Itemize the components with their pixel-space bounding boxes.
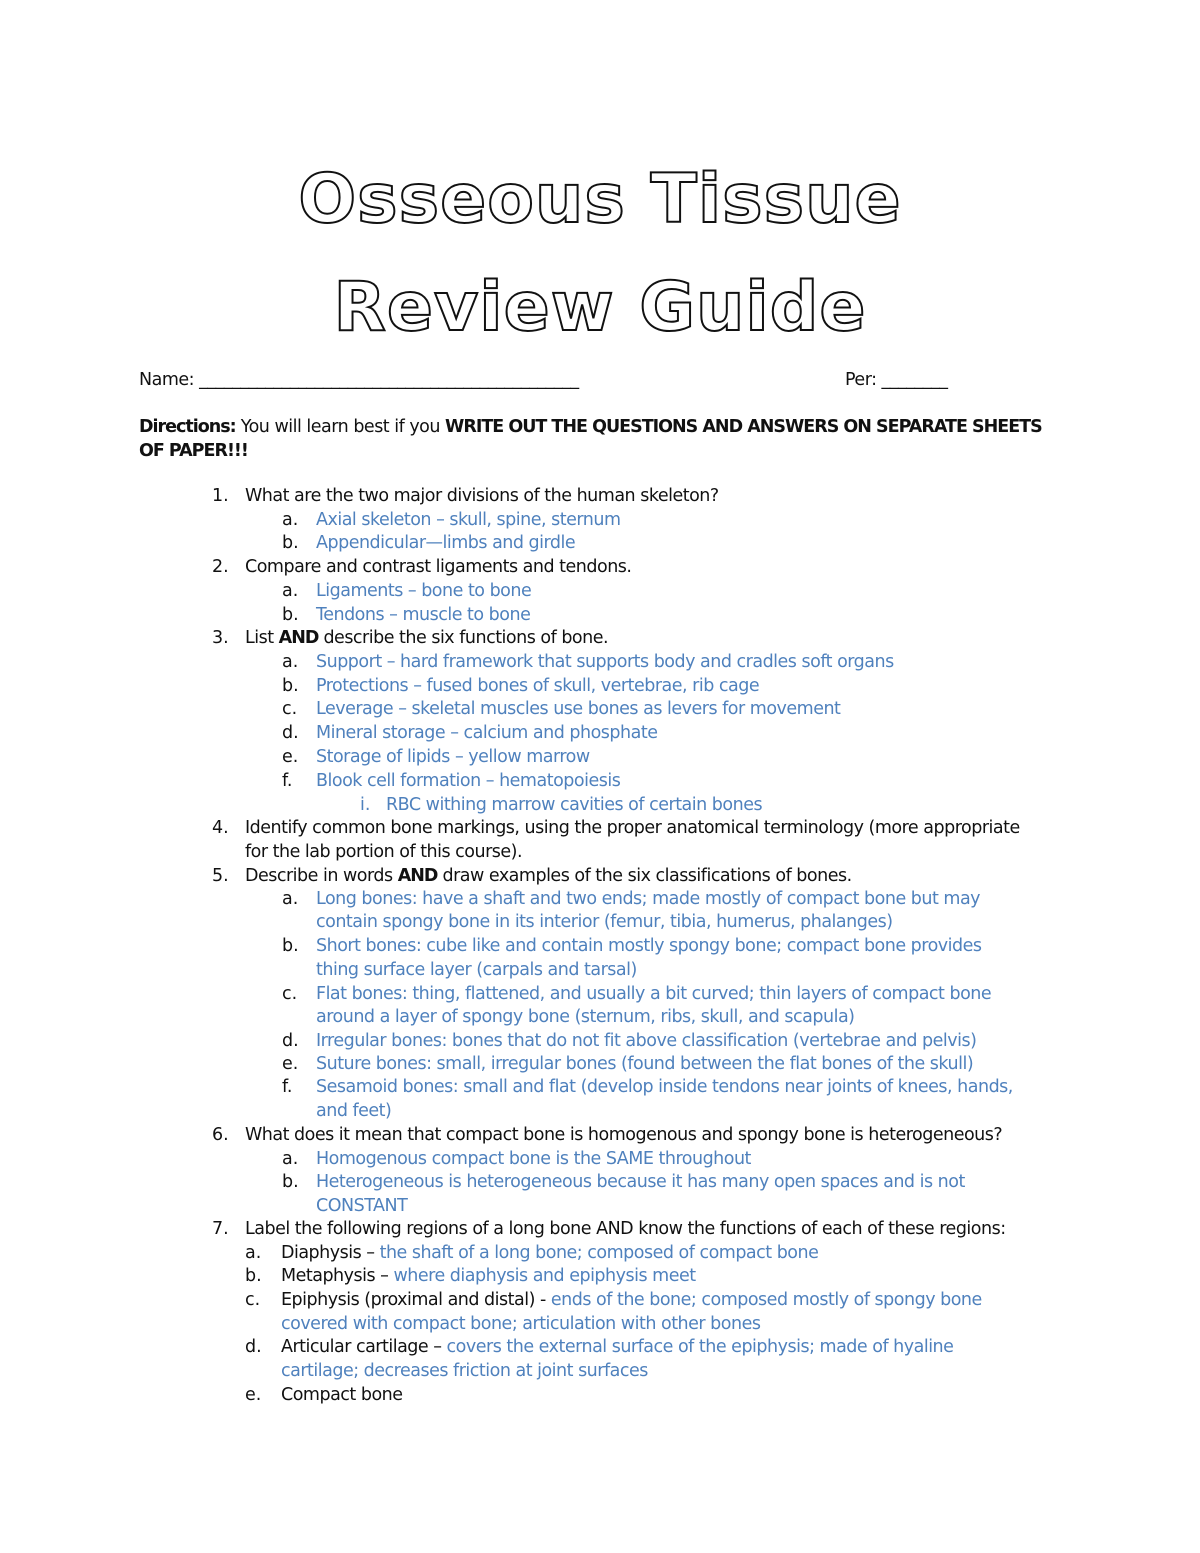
q3-text-bold: AND bbox=[278, 628, 319, 648]
q3-number: 3. bbox=[212, 628, 229, 648]
q1-b-answer: Appendicular—limbs and girdle bbox=[316, 533, 576, 553]
directions-line-2: OF PAPER!!! bbox=[139, 441, 248, 461]
q7-e-label: Compact bone bbox=[281, 1385, 403, 1405]
q7-d-label: Articular cartilage – bbox=[281, 1337, 447, 1357]
q5-f-answer-line-2: and feet) bbox=[316, 1101, 392, 1121]
q2-b-marker: b. bbox=[282, 605, 299, 625]
q5-a-marker: a. bbox=[282, 889, 299, 909]
q7-d-answer-line-2: cartilage; decreases friction at joint surfaces bbox=[281, 1361, 648, 1381]
q6-b-answer-line-1: Heterogeneous is heterogeneous because it has many open spaces and is not bbox=[316, 1172, 965, 1192]
q7-a-line bbox=[281, 1242, 818, 1265]
title-line-1: Osseous Tissue bbox=[298, 160, 902, 239]
q3-text-post: describe the six functions of bone. bbox=[318, 628, 609, 648]
q7-c-line bbox=[281, 1289, 982, 1312]
q3-c-answer: Leverage – skeletal muscles use bones as levers for movement bbox=[316, 699, 841, 719]
q5-d-answer: Irregular bones: bones that do not fit above classification (vertebrae and pelvis) bbox=[316, 1031, 977, 1051]
q5-text bbox=[245, 865, 852, 888]
q2-a-marker: a. bbox=[282, 581, 299, 601]
q3-c-marker: c. bbox=[282, 699, 298, 719]
q7-c-marker: c. bbox=[245, 1290, 261, 1310]
q5-f-answer-line-1: Sesamoid bones: small and flat (develop inside tendons near joints of knees, hands, bbox=[316, 1077, 1013, 1097]
q6-text: What does it mean that compact bone is homogenous and spongy bone is heterogeneous? bbox=[245, 1125, 1003, 1145]
q7-a-label: Diaphysis – bbox=[281, 1243, 380, 1263]
q3-e-answer: Storage of lipids – yellow marrow bbox=[316, 747, 590, 767]
q3-d-marker: d. bbox=[282, 723, 299, 743]
q3-a-answer: Support – hard framework that supports body and cradles soft organs bbox=[316, 652, 894, 672]
q5-f-marker: f. bbox=[282, 1077, 293, 1097]
q5-a-answer-line-2: contain spongy bone in its interior (femur, tibia, humerus, phalanges) bbox=[316, 912, 893, 932]
q6-a-answer: Homogenous compact bone is the SAME throughout bbox=[316, 1149, 751, 1169]
q6-a-marker: a. bbox=[282, 1149, 299, 1169]
directions-emphasis: WRITE OUT THE QUESTIONS AND ANSWERS ON SEPARATE SHEETS bbox=[445, 417, 1042, 437]
q3-f-answer: Blook cell formation – hematopoiesis bbox=[316, 771, 621, 791]
q6-number: 6. bbox=[212, 1125, 229, 1145]
q2-number: 2. bbox=[212, 557, 229, 577]
q1-a-answer: Axial skeleton – skull, spine, sternum bbox=[316, 510, 621, 530]
q5-number: 5. bbox=[212, 866, 229, 886]
title-line-2: Review Guide bbox=[333, 268, 867, 347]
q7-c-answer-line-1: ends of the bone; composed mostly of spongy bone bbox=[550, 1290, 982, 1310]
q7-a-marker: a. bbox=[245, 1243, 262, 1263]
q7-e-marker: e. bbox=[245, 1385, 262, 1405]
q3-f-i-answer: RBC withing marrow cavities of certain bones bbox=[386, 795, 763, 815]
q5-c-marker: c. bbox=[282, 984, 298, 1004]
q7-c-label: Epiphysis (proximal and distal) - bbox=[281, 1290, 551, 1310]
q7-text: Label the following regions of a long bone AND know the functions of each of these regions: bbox=[245, 1219, 1006, 1239]
q3-f-i-marker: i. bbox=[360, 795, 371, 815]
q1-a-marker: a. bbox=[282, 510, 299, 530]
q5-c-answer-line-1: Flat bones: thing, flattened, and usually a bit curved; thin layers of compact bone bbox=[316, 984, 992, 1004]
q7-b-label: Metaphysis – bbox=[281, 1266, 394, 1286]
q5-b-marker: b. bbox=[282, 936, 299, 956]
q6-b-answer-line-2: CONSTANT bbox=[316, 1196, 408, 1216]
q4-number: 4. bbox=[212, 818, 229, 838]
q5-d-marker: d. bbox=[282, 1031, 299, 1051]
period-field: Per: ________ bbox=[845, 370, 948, 390]
q5-e-marker: e. bbox=[282, 1054, 299, 1074]
q7-b-marker: b. bbox=[245, 1266, 262, 1286]
q7-number: 7. bbox=[212, 1219, 229, 1239]
q3-text-pre: List bbox=[245, 628, 279, 648]
name-field: Name: ______________________________________________ bbox=[139, 370, 579, 390]
q5-text-pre: Describe in words bbox=[245, 866, 398, 886]
q3-b-marker: b. bbox=[282, 676, 299, 696]
directions-text: You will learn best if you bbox=[235, 417, 446, 437]
q7-a-answer: the shaft of a long bone; composed of compact bone bbox=[379, 1243, 819, 1263]
q7-c-answer-line-2: covered with compact bone; articulation with other bones bbox=[281, 1314, 761, 1334]
q2-a-answer: Ligaments – bone to bone bbox=[316, 581, 532, 601]
q3-b-answer: Protections – fused bones of skull, vertebrae, rib cage bbox=[316, 676, 760, 696]
q5-c-answer-line-2: around a layer of spongy bone (sternum, ribs, skull, and scapula) bbox=[316, 1007, 855, 1027]
q3-e-marker: e. bbox=[282, 747, 299, 767]
q3-d-answer: Mineral storage – calcium and phosphate bbox=[316, 723, 658, 743]
directions-line-1 bbox=[139, 416, 1042, 439]
q4-text-line-1: Identify common bone markings, using the proper anatomical terminology (more appropriate bbox=[245, 818, 1020, 838]
q7-d-answer-line-1: covers the external surface of the epiphysis; made of hyaline bbox=[446, 1337, 954, 1357]
directions-label: Directions: bbox=[139, 417, 236, 437]
q7-b-line bbox=[281, 1265, 696, 1288]
q5-text-post: draw examples of the six classifications of bones. bbox=[437, 866, 852, 886]
q1-number: 1. bbox=[212, 486, 229, 506]
q5-e-answer: Suture bones: small, irregular bones (found between the flat bones of the skull) bbox=[316, 1054, 974, 1074]
q5-a-answer-line-1: Long bones: have a shaft and two ends; made mostly of compact bone but may bbox=[316, 889, 981, 909]
q2-text: Compare and contrast ligaments and tendons. bbox=[245, 557, 632, 577]
q7-d-line bbox=[281, 1336, 953, 1359]
q5-b-answer-line-1: Short bones: cube like and contain mostly spongy bone; compact bone provides bbox=[316, 936, 982, 956]
q3-a-marker: a. bbox=[282, 652, 299, 672]
q1-text: What are the two major divisions of the human skeleton? bbox=[245, 486, 719, 506]
q3-f-marker: f. bbox=[282, 771, 293, 791]
q5-text-bold: AND bbox=[397, 866, 438, 886]
q7-b-answer: where diaphysis and epiphysis meet bbox=[393, 1266, 696, 1286]
q4-text-line-2: for the lab portion of this course). bbox=[245, 842, 523, 862]
q6-b-marker: b. bbox=[282, 1172, 299, 1192]
q5-b-answer-line-2: thing surface layer (carpals and tarsal) bbox=[316, 960, 637, 980]
q2-b-answer: Tendons – muscle to bone bbox=[316, 605, 531, 625]
q7-d-marker: d. bbox=[245, 1337, 262, 1357]
q1-b-marker: b. bbox=[282, 533, 299, 553]
q3-text bbox=[245, 627, 608, 650]
